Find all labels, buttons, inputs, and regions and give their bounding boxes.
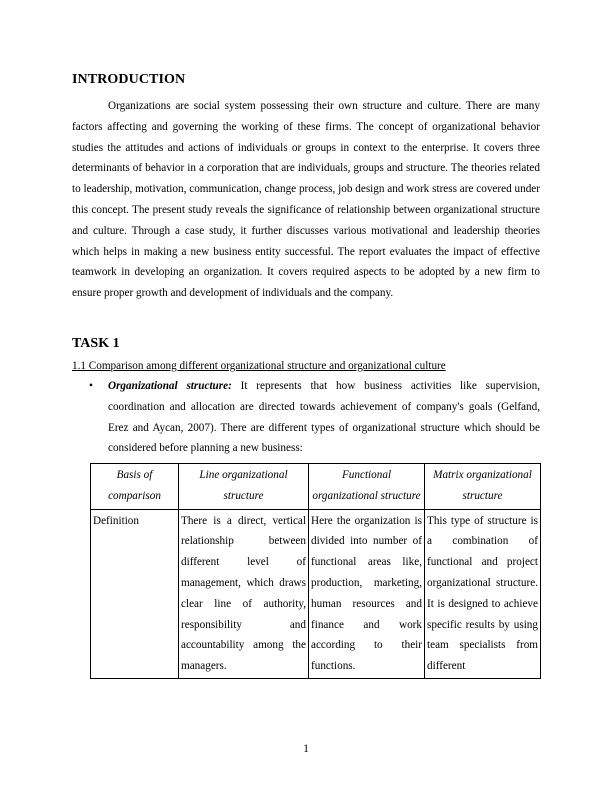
introduction-heading: INTRODUCTION (72, 72, 186, 87)
task-heading: TASK 1 (72, 336, 120, 351)
cell-matrix: This type of structure is a combination of functional and project organizational structure. It is designed to achieve specific results by using team specialists from different (425, 509, 541, 678)
header-line: Line organizational structure (179, 464, 309, 510)
page-number: 1 (303, 743, 309, 755)
bullet-term: Organizational structure: (108, 380, 232, 392)
task-subheading: 1.1 Comparison among different organizational structure and organizational culture (72, 360, 446, 372)
header-basis: Basis of comparison (91, 464, 179, 510)
cell-functional: Here the organization is divided into number of functional areas like, production, marketing, human resources and finance and work according to their functions. (309, 509, 425, 678)
comparison-table (90, 463, 541, 679)
table-header-row (91, 464, 541, 510)
cell-line: There is a direct, vertical relationship between different level of management, which draws clear line of authority, responsibility and accountability among the managers. (179, 509, 309, 678)
bullet-item (108, 376, 540, 459)
header-functional: Functional organizational structure (309, 464, 425, 510)
table-row (91, 509, 541, 678)
introduction-paragraph: Organizations are social system possessing their own structure and culture. There are many factors affecting and governing the working of these firms. The concept of organizational behavior studies the attitudes and actions of individuals or groups in context to the enterprise. It covers three determinants of behavior in a corporation that are individuals, groups and structure. The theories related to leadership, motivation, communication, change process, job design and work stress are covered under this concept. The present study reveals the significance of relationship between organizational structure and culture. Through a case study, it further discusses various motivational and leadership theories which helps in making a new business entity successful. The report evaluates the impact of effective teamwork in developing an organization. It covers required aspects to be adopted by a new firm to ensure proper growth and development of individuals and the company. (72, 100, 540, 300)
bullet-icon: • (89, 380, 93, 392)
header-matrix: Matrix organizational structure (425, 464, 541, 510)
row-label: Definition (91, 509, 179, 678)
bullet-text: It represents that how business activities like supervision, coordination and allocation are directed towards achievement of company's goals (Gelfand, Erez and Aycan, 2007). There are different types of organizational structure which should be considered before planning a new business: (108, 380, 540, 455)
